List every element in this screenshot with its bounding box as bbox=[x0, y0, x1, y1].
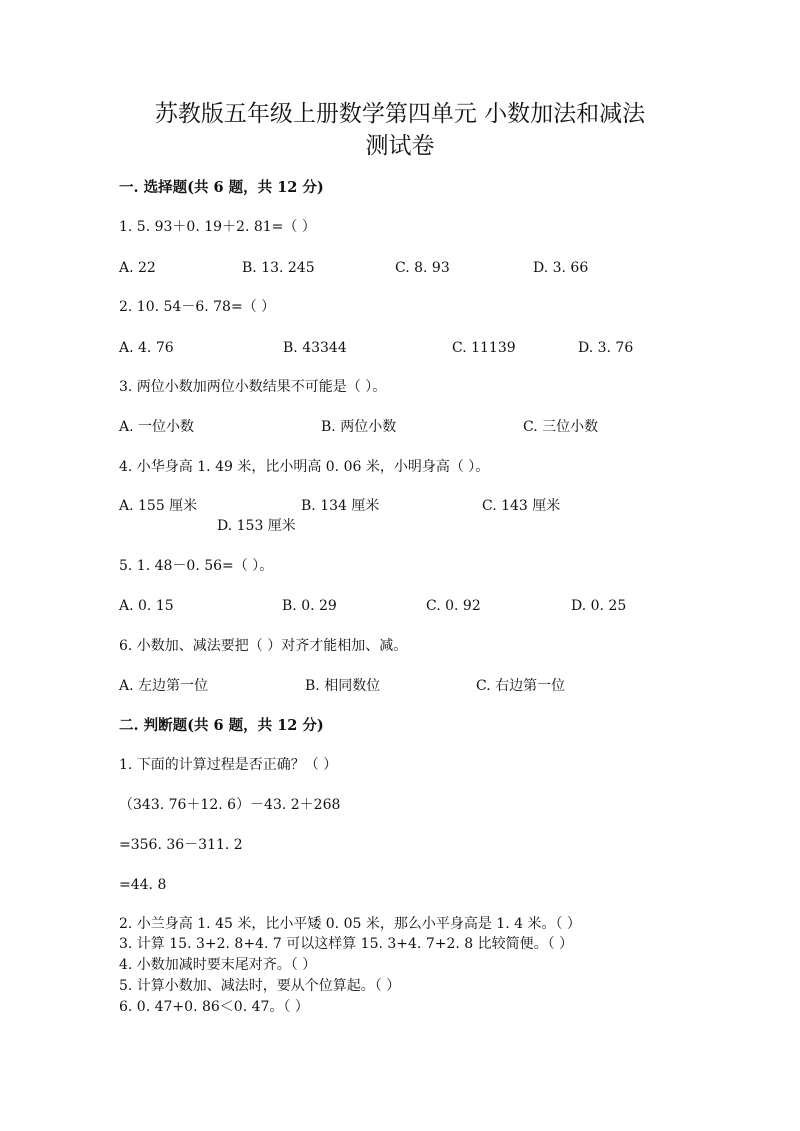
option-b: B. 0. 29 bbox=[282, 598, 337, 614]
option-b: B. 相同数位 bbox=[305, 678, 381, 694]
option-c: C. 143 厘米 bbox=[482, 498, 561, 514]
section-heading-judgement: 二. 判断题(共 6 题，共 12 分) bbox=[119, 717, 324, 734]
page-title-line-2: 测试卷 bbox=[365, 133, 435, 159]
option-c: C. 右边第一位 bbox=[476, 678, 566, 694]
option-a: A. 左边第一位 bbox=[119, 678, 209, 694]
question-stem: 2. 10. 54－6. 78=（ ） bbox=[119, 299, 276, 315]
question-stem: 1. 下面的计算过程是否正确？（ ） bbox=[119, 757, 338, 773]
option-b: B. 两位小数 bbox=[321, 419, 397, 435]
option-d: D. 3. 76 bbox=[578, 340, 634, 356]
question-stem: 3. 两位小数加两位小数结果不可能是（ ）。 bbox=[119, 379, 387, 395]
question-stem: 5. 1. 48－0. 56=（ ）。 bbox=[119, 558, 274, 574]
option-d: D. 3. 66 bbox=[533, 260, 589, 276]
page-title-line-1: 苏教版五年级上册数学第四单元 小数加法和减法 bbox=[154, 101, 646, 127]
judgement-item: 5. 计算小数加、减法时，要从个位算起。（ ） bbox=[119, 978, 401, 994]
calculation-line: （343. 76＋12. 6）－43. 2＋268 bbox=[119, 797, 341, 813]
option-a: A. 一位小数 bbox=[119, 419, 195, 435]
option-c: C. 三位小数 bbox=[523, 419, 599, 435]
judgement-item: 6. 0. 47+0. 86＜0. 47。（ ） bbox=[119, 999, 309, 1015]
calculation-line: =356. 36－311. 2 bbox=[119, 837, 243, 853]
option-a: A. 4. 76 bbox=[119, 340, 174, 356]
option-a: A. 0. 15 bbox=[119, 598, 174, 614]
option-d: D. 153 厘米 bbox=[217, 518, 296, 534]
calculation-line: =44. 8 bbox=[119, 877, 167, 893]
section-heading-choice: 一. 选择题(共 6 题，共 12 分) bbox=[119, 179, 324, 196]
option-a: A. 155 厘米 bbox=[119, 498, 198, 514]
option-c: C. 8. 93 bbox=[395, 260, 450, 276]
judgement-item: 3. 计算 15. 3+2. 8+4. 7 可以这样算 15. 3+4. 7+2. 8 比较简便。（ ） bbox=[119, 936, 574, 952]
option-b: B. 43344 bbox=[283, 340, 347, 356]
question-stem: 1. 5. 93＋0. 19＋2. 81=（ ） bbox=[119, 219, 316, 235]
option-a: A. 22 bbox=[119, 260, 156, 276]
option-c: C. 0. 92 bbox=[426, 598, 481, 614]
question-stem: 4. 小华身高 1. 49 米，比小明高 0. 06 米，小明身高（ ）。 bbox=[119, 459, 490, 475]
option-b: B. 13. 245 bbox=[242, 260, 315, 276]
option-d: D. 0. 25 bbox=[571, 598, 627, 614]
option-b: B. 134 厘米 bbox=[301, 498, 380, 514]
question-stem: 6. 小数加、减法要把（ ）对齐才能相加、减。 bbox=[119, 638, 408, 654]
option-c: C. 11139 bbox=[452, 340, 516, 356]
judgement-item: 2. 小兰身高 1. 45 米，比小平矮 0. 05 米，那么小平身高是 1. 4 米。（ ） bbox=[119, 916, 581, 932]
judgement-item: 4. 小数加减时要末尾对齐。（ ） bbox=[119, 957, 317, 973]
